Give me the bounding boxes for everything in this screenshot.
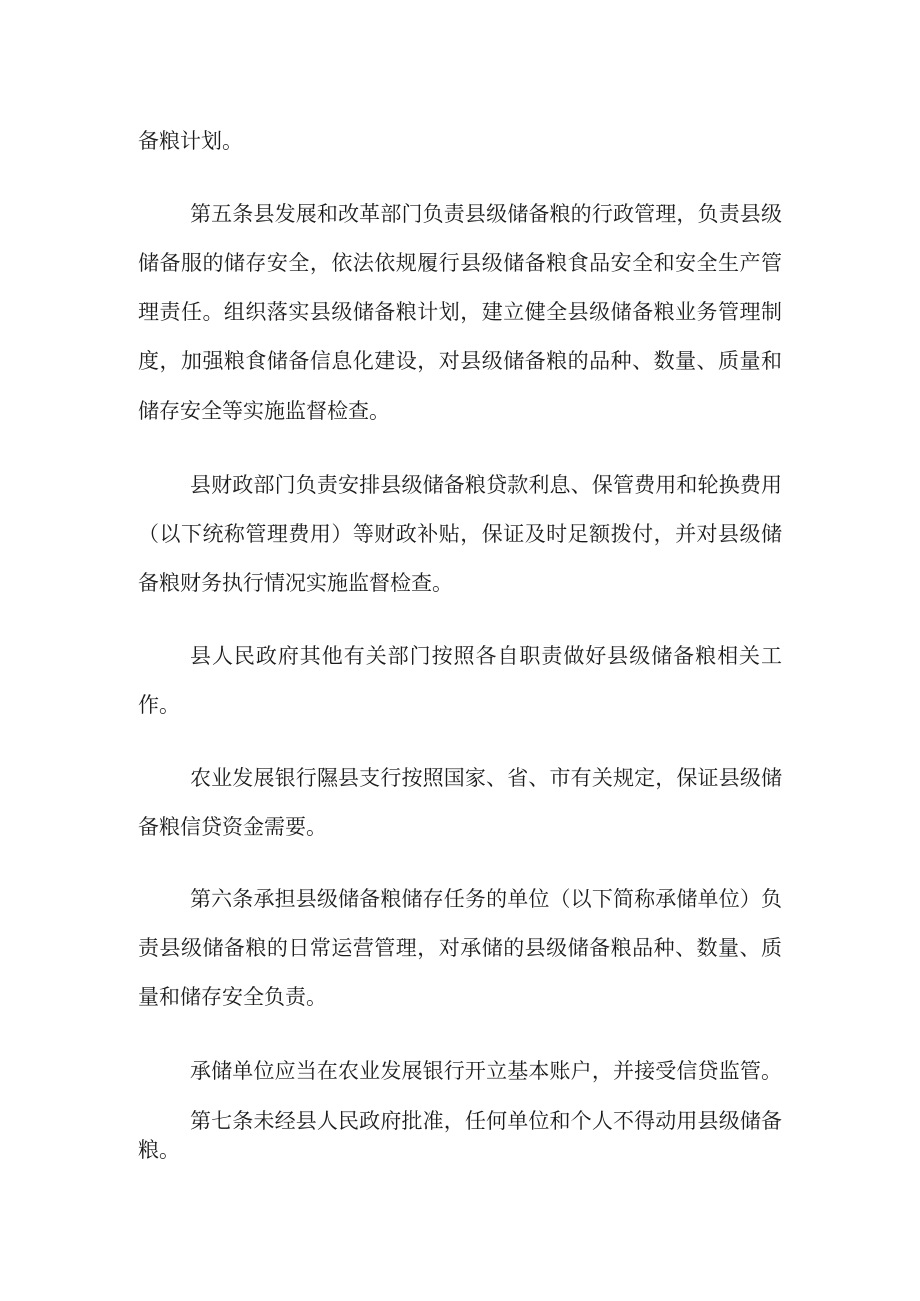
line-text: 量和储存安全负责。 [138, 985, 327, 1009]
line-text: 备粮信贷资金需要。 [138, 815, 327, 839]
line-text: 责县级储备粮的日常运营管理，对承储的县级储备粮品种、数量、质 [138, 936, 782, 960]
line-text: 作。 [138, 693, 180, 717]
line-text: 农业发展银行隰县支行按照国家、省、市有关规定，保证县级储 [190, 766, 782, 790]
line-text: 县财政部门负责安排县级储备粮贷款利息、保管费用和轮换费用 [190, 473, 782, 497]
line-text: 储存安全等实施监督检查。 [138, 399, 390, 423]
line-text: 度，加强粮食储备信息化建设，对县级储备粮的品种、数量、质量和 [138, 349, 782, 373]
line-text: 理责任。组织落实县级储备粮计划，建立健全县级储备粮业务管理制 [138, 300, 782, 324]
line-text: 承储单位应当在农业发展银行开立基本账户，并接受信贷监管。 [190, 1059, 782, 1083]
line-text: 备粮计划。 [138, 129, 243, 153]
line-text: 第五条县发展和改革部门负责县级储备粮的行政管理，负责县级 [190, 202, 782, 226]
line-text: 第七条未经县人民政府批准，任何单位和个人不得动用县级储备 [190, 1109, 782, 1133]
line-text: 备粮财务执行情况实施监督检查。 [138, 571, 453, 595]
line-text: （以下统称管理费用）等财政补贴，保证及时足额拨付，并对县级储 [138, 522, 782, 546]
line-text: 粮。 [138, 1138, 180, 1162]
line-text: 第六条承担县级储备粮储存任务的单位（以下简称承储单位）负 [190, 887, 782, 911]
line-text: 储备服的储存安全，依法依规履行县级储备粮食品安全和安全生产管 [138, 251, 782, 275]
line-text: 县人民政府其他有关部门按照各自职责做好县级储备粮相关工 [190, 644, 782, 668]
